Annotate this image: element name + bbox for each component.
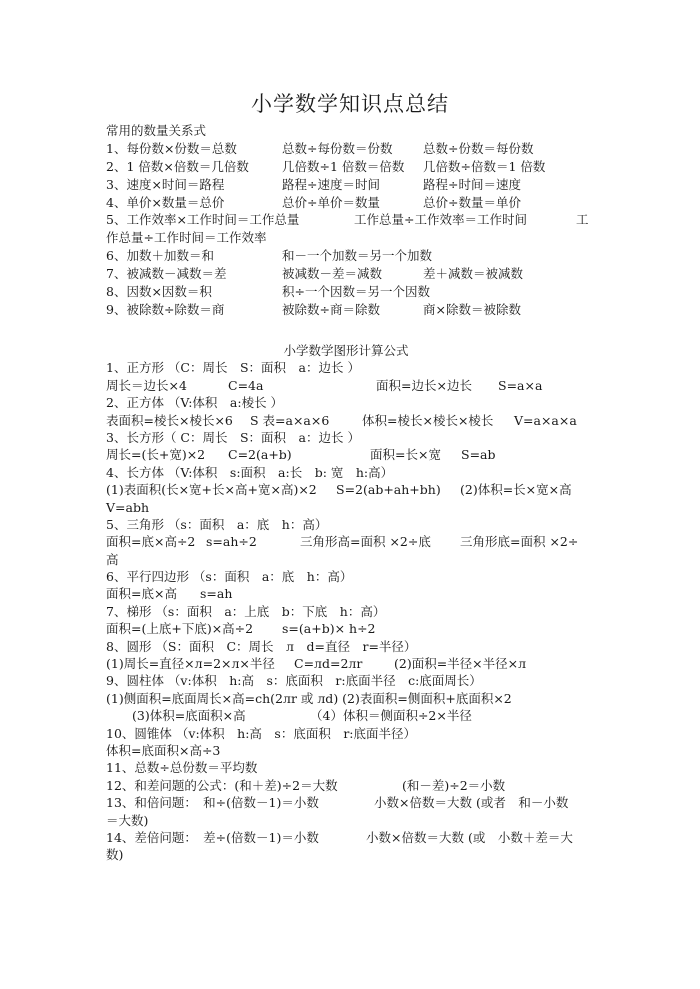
formula-text: (2)面积=半径×半径×л bbox=[394, 656, 527, 672]
formula-text: 三角形高=面积 ×2÷底 bbox=[300, 534, 431, 550]
formula-line bbox=[106, 690, 596, 707]
formula-text: 面积=底×高 bbox=[106, 586, 177, 602]
formula-text: 数) bbox=[106, 847, 124, 863]
formula-text: 高 bbox=[106, 551, 119, 567]
formula-text: 4、长方体 （V:体积 s:面积 a:长 b: 宽 h:高） bbox=[106, 464, 394, 480]
formula-line bbox=[106, 777, 596, 794]
formula-text: 1、正方形 （C：周长 S：面积 a：边长 ） bbox=[106, 360, 360, 376]
formula-text: 面积=(上底+下底)×高÷2 bbox=[106, 621, 254, 637]
formula-text: 1、每份数×份数＝总数 bbox=[106, 140, 237, 156]
formula-text: 9、圆柱体 （v:体积 h:高 s：底面积 r:底面半径 c:底面周长） bbox=[106, 673, 482, 689]
formula-text: 14、差倍问题： 差÷(倍数－1)＝小数 bbox=[106, 829, 319, 845]
formula-text: 3、速度×时间＝路程 bbox=[106, 176, 225, 192]
formula-line bbox=[106, 176, 596, 194]
formula-text: 积÷一个因数＝另一个因数 bbox=[282, 284, 430, 300]
formula-line bbox=[106, 194, 596, 212]
formula-text: 总数÷份数＝每份数 bbox=[423, 140, 534, 156]
formula-text: 6、加数＋加数＝和 bbox=[106, 248, 214, 264]
formula-text: 总价÷单价＝数量 bbox=[282, 194, 380, 210]
formula-line bbox=[106, 301, 596, 319]
formula-line bbox=[106, 229, 596, 247]
formula-line bbox=[106, 707, 596, 724]
formula-line bbox=[106, 283, 596, 301]
formula-line bbox=[106, 158, 596, 176]
formula-text: C=4a bbox=[228, 377, 264, 393]
formula-text: 2、1 倍数×倍数＝几倍数 bbox=[106, 158, 249, 174]
formula-line bbox=[106, 655, 596, 672]
formula-text: 4、单价×数量＝总价 bbox=[106, 194, 225, 210]
formula-line bbox=[106, 620, 596, 637]
formula-text: 面积=底×高÷2 bbox=[106, 534, 196, 550]
formula-text: 差＋减数＝被减数 bbox=[423, 266, 524, 282]
formula-line bbox=[106, 481, 596, 498]
formula-line bbox=[106, 568, 596, 585]
formula-line bbox=[106, 211, 596, 229]
formula-text: V=a×a×a bbox=[514, 412, 577, 428]
formula-text: 几倍数÷倍数＝1 倍数 bbox=[423, 158, 546, 174]
formula-text: 9、被除数÷除数＝商 bbox=[106, 301, 225, 317]
formula-text: S=a×a bbox=[498, 377, 543, 393]
formula-text: V=abh bbox=[106, 499, 150, 515]
formula-text: s=(a+b)× h÷2 bbox=[282, 621, 376, 637]
formula-text: 作总量÷工作时间＝工作效率 bbox=[106, 230, 267, 246]
formula-text: s=ah÷2 bbox=[206, 534, 257, 550]
formula-line bbox=[106, 247, 596, 265]
quantity-relations-section bbox=[106, 122, 596, 319]
formula-text: 被减数－差＝减数 bbox=[282, 266, 383, 282]
formula-text: 6、平行四边形 （s：面积 a：底 h：高） bbox=[106, 569, 353, 585]
formula-text: 5、工作效率×工作时间＝工作总量 bbox=[106, 212, 300, 228]
formula-text: 工作总量÷工作效率＝工作时间 bbox=[354, 212, 527, 228]
formula-line bbox=[106, 812, 596, 829]
formula-text: (2)体积=长×宽×高 bbox=[460, 482, 572, 498]
formula-line bbox=[106, 499, 596, 516]
formula-line bbox=[106, 265, 596, 283]
formula-text: (和－差)÷2＝小数 bbox=[402, 777, 506, 793]
formula-text: 周长=(长+宽)×2 bbox=[106, 447, 206, 463]
formula-text: C=2(a+b) bbox=[228, 447, 292, 463]
section-heading: 常用的数量关系式 bbox=[106, 123, 207, 138]
formula-line bbox=[106, 759, 596, 776]
formula-text: 8、因数×因数＝积 bbox=[106, 284, 212, 300]
formula-text: 商×除数＝被除数 bbox=[423, 301, 521, 317]
formula-line bbox=[106, 846, 596, 863]
formula-line bbox=[106, 359, 596, 376]
formula-line bbox=[106, 464, 596, 481]
formula-line bbox=[106, 638, 596, 655]
formula-line bbox=[106, 429, 596, 446]
formula-line bbox=[106, 412, 596, 429]
formula-text: 路程÷速度＝时间 bbox=[282, 176, 380, 192]
formula-text: 7、被减数－减数＝差 bbox=[106, 266, 227, 282]
formula-line bbox=[106, 672, 596, 689]
formula-line bbox=[106, 585, 596, 602]
formula-text: 工 bbox=[576, 212, 589, 228]
formula-text: S=2(ab+ah+bh) bbox=[336, 482, 441, 498]
formula-text: ＝大数) bbox=[106, 812, 149, 828]
section-heading: 小学数学图形计算公式 bbox=[283, 343, 409, 358]
formula-text: 和－一个加数＝另一个加数 bbox=[282, 248, 433, 264]
formula-text: 小数×倍数＝大数 (或 小数＋差＝大 bbox=[366, 829, 573, 845]
formula-line bbox=[106, 725, 596, 742]
formula-text: 被除数÷商＝除数 bbox=[282, 301, 380, 317]
formula-line bbox=[106, 516, 596, 533]
formula-line bbox=[106, 829, 596, 846]
formula-text: 几倍数÷1 倍数＝倍数 bbox=[282, 158, 405, 174]
formula-line bbox=[106, 140, 596, 158]
formula-text: 10、圆锥体 （v:体积 h:高 s：底面积 r:底面半径） bbox=[106, 725, 417, 741]
formula-text: (1)周长=直径×л=2×л×半径 bbox=[106, 656, 275, 672]
formula-text: s=ah bbox=[200, 586, 233, 602]
formula-text: 周长＝边长×4 bbox=[106, 377, 187, 393]
formula-text: 表面积=棱长×棱长×6 bbox=[106, 412, 233, 428]
formula-text: (1)侧面积=底面周长×高=ch(2лr 或 лd) (2)表面积=侧面积+底面积×2 bbox=[106, 690, 512, 706]
formula-text: (1)表面积(长×宽+长×高+宽×高)×2 bbox=[106, 482, 317, 498]
formula-text: 面积=边长×边长 bbox=[376, 377, 472, 393]
formula-text: （4）体积＝侧面积÷2×半径 bbox=[310, 708, 472, 724]
formula-text: 3、长方形（ C：周长 S：面积 a：边长 ） bbox=[106, 429, 360, 445]
formula-text: (3)体积=底面积×高 bbox=[132, 708, 246, 724]
formula-text: 8、圆形 （S：面积 C：周长 л d=直径 r=半径） bbox=[106, 638, 417, 654]
formula-text: 12、和差问题的公式：(和＋差)÷2＝大数 bbox=[106, 777, 338, 793]
formula-text: 路程÷时间＝速度 bbox=[423, 176, 521, 192]
formula-line bbox=[106, 742, 596, 759]
formula-text: 三角形底=面积 ×2÷ bbox=[460, 534, 579, 550]
formula-line bbox=[106, 446, 596, 463]
formula-text: 5、三角形 （s：面积 a：底 h：高） bbox=[106, 516, 328, 532]
formula-line bbox=[106, 603, 596, 620]
formula-text: 体积=底面积×高÷3 bbox=[106, 742, 221, 758]
formula-line bbox=[106, 377, 596, 394]
formula-line bbox=[106, 794, 596, 811]
formula-text: 13、和倍问题： 和÷(倍数－1)＝小数 bbox=[106, 795, 319, 811]
formula-text: 7、梯形 （s：面积 a：上底 b：下底 h：高） bbox=[106, 603, 386, 619]
formula-line bbox=[106, 533, 596, 550]
page-title: 小学数学知识点总结 bbox=[251, 92, 449, 116]
formula-text: S 表=a×a×6 bbox=[250, 412, 330, 428]
formula-text: 11、总数÷总份数＝平均数 bbox=[106, 760, 258, 776]
shape-formulas-section bbox=[106, 342, 596, 864]
formula-text: C=лd=2лr bbox=[294, 656, 363, 672]
formula-text: 体积=棱长×棱长×棱长 bbox=[362, 412, 494, 428]
formula-text: 总数÷每份数＝份数 bbox=[282, 140, 393, 156]
formula-text: 面积=长×宽 bbox=[370, 447, 441, 463]
formula-line bbox=[106, 394, 596, 411]
formula-text: 2、正方体 （V:体积 a:棱长 ） bbox=[106, 395, 284, 411]
formula-line bbox=[106, 551, 596, 568]
formula-text: 小数×倍数＝大数 (或者 和－小数 bbox=[374, 795, 569, 811]
formula-text: S=ab bbox=[461, 447, 496, 463]
formula-text: 总价÷数量＝单价 bbox=[423, 194, 521, 210]
